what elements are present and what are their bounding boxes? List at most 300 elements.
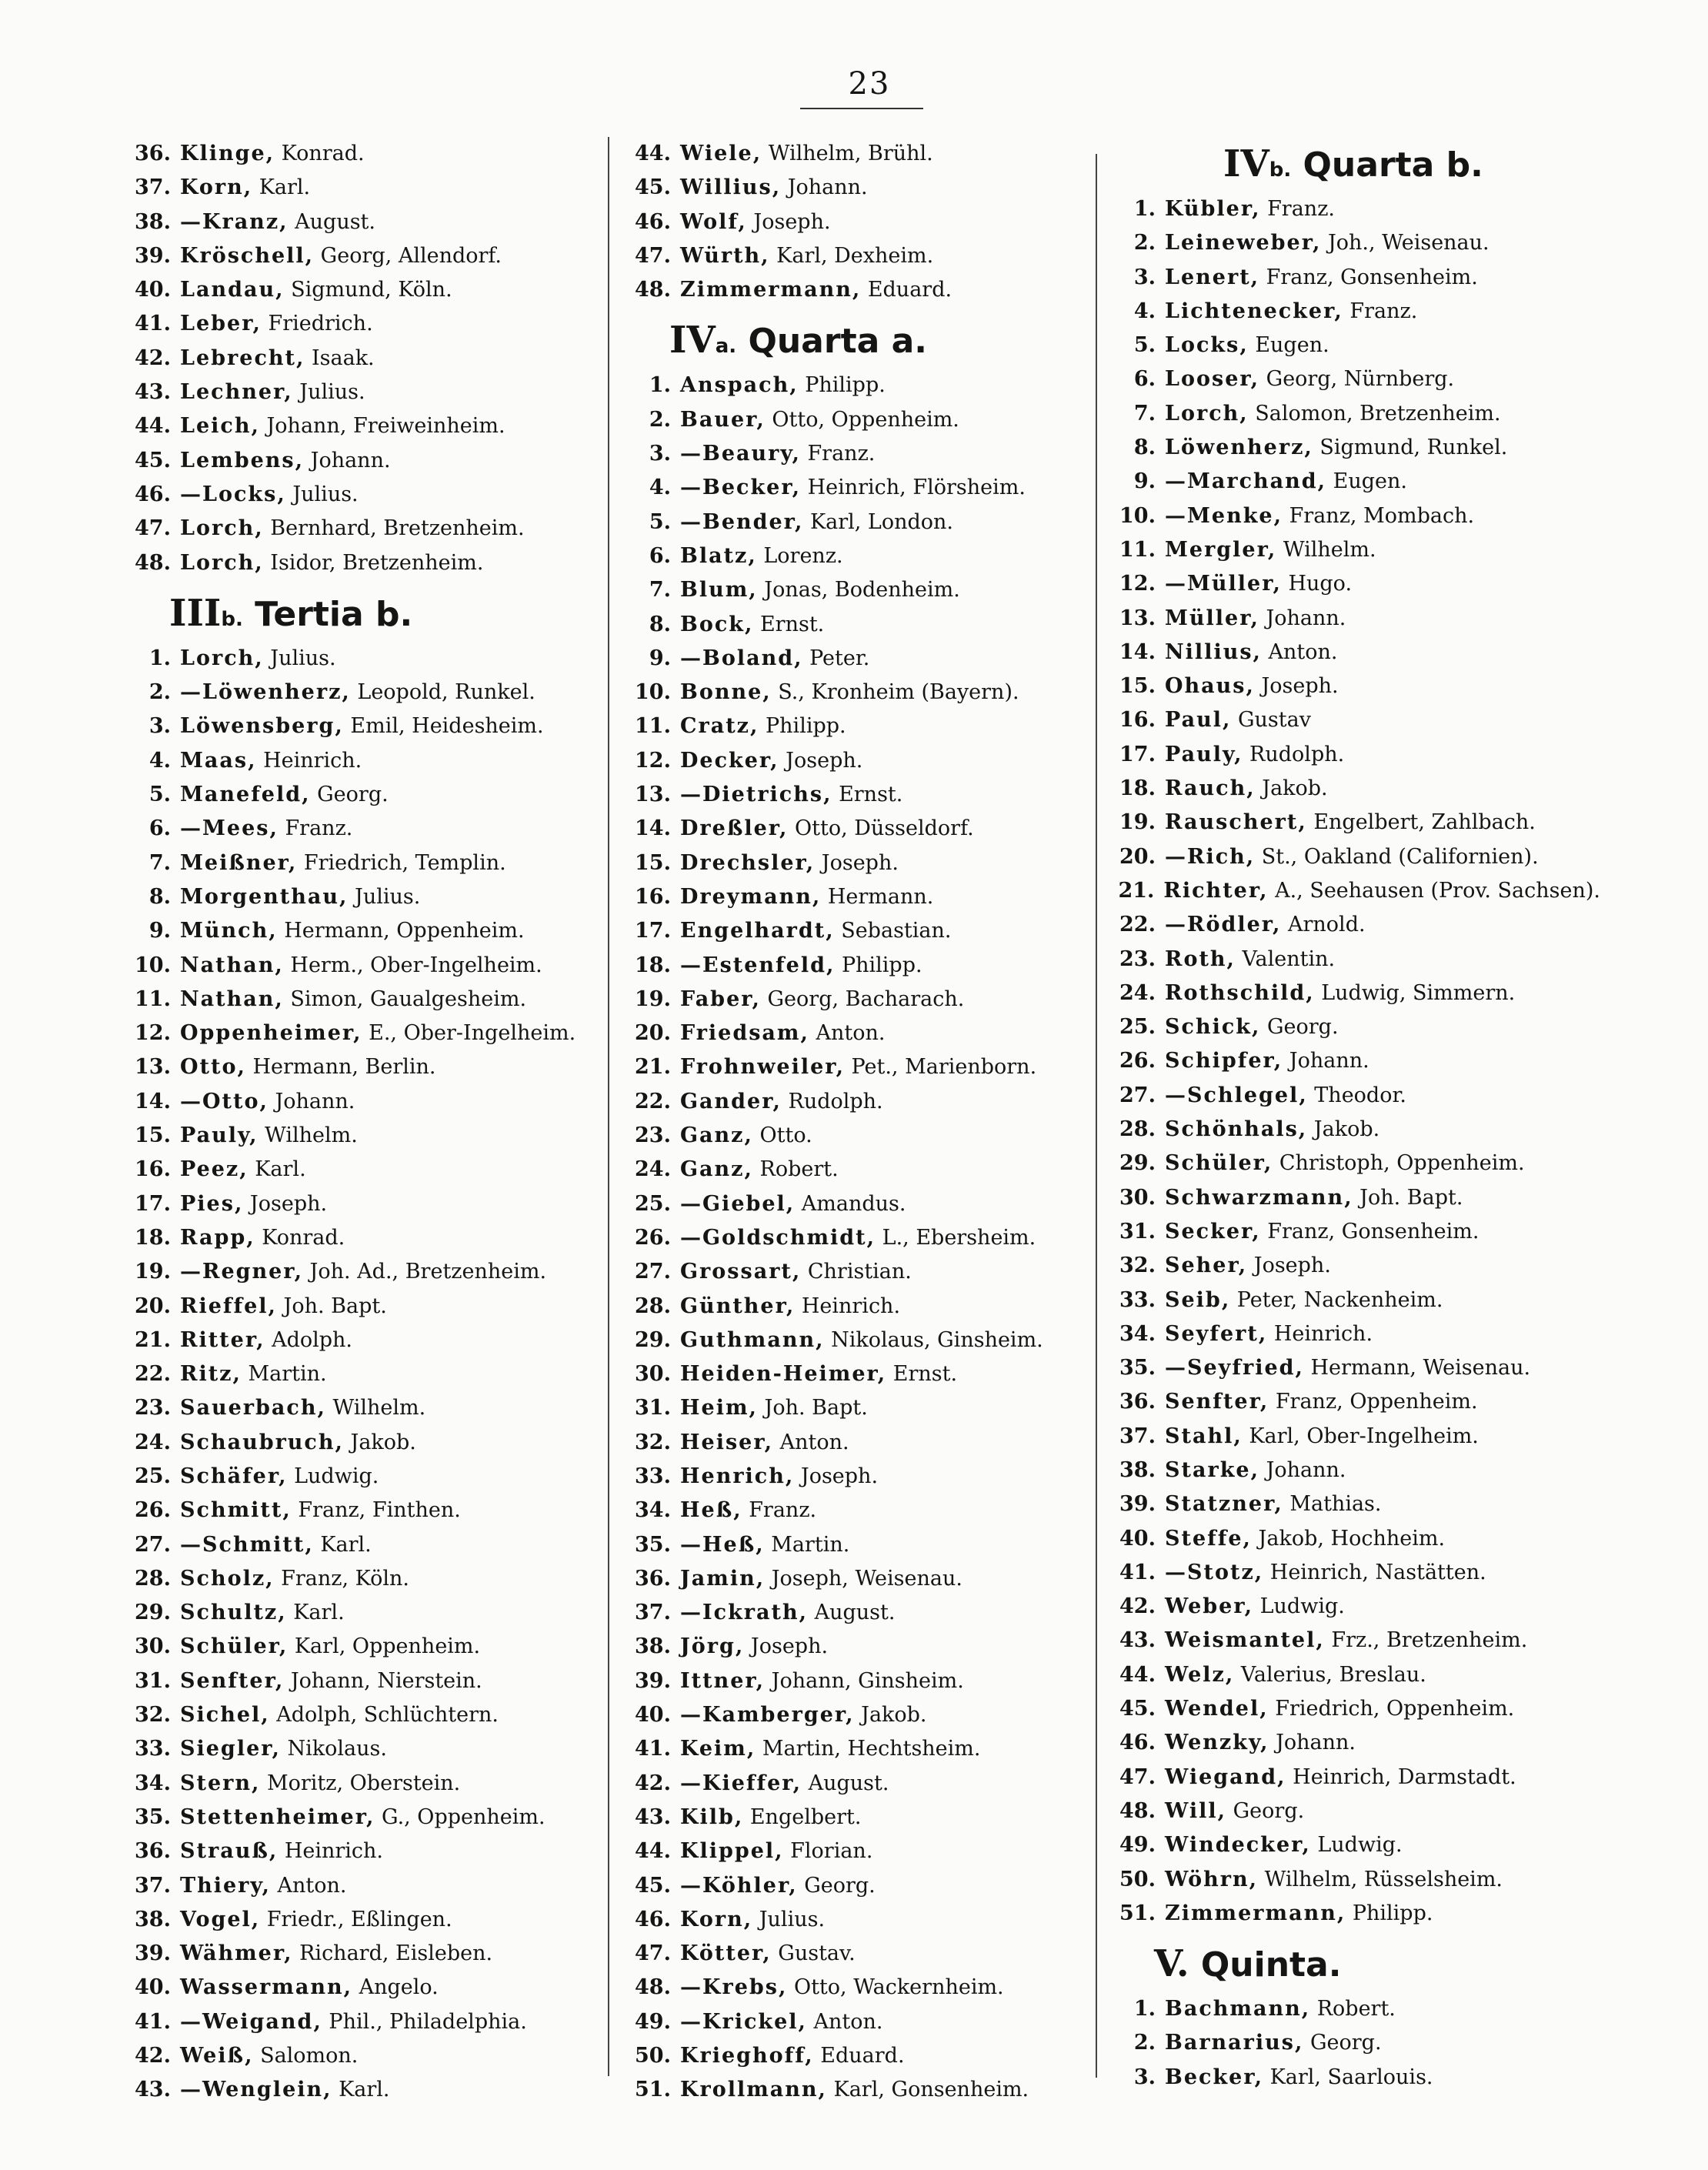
entry-surname: Wähmer, — [180, 1941, 293, 1966]
entry-number: 7. — [649, 578, 671, 603]
entry-surname: Seyfert, — [1165, 1321, 1268, 1346]
entry-details: Anton. — [1261, 639, 1338, 664]
list-item — [623, 205, 1085, 239]
entry-details: Anton. — [806, 2009, 883, 2034]
entry-number: 30. — [1119, 1185, 1156, 1210]
entry-details: Heinrich. — [256, 748, 362, 773]
entry-details: Franz, Finthen. — [291, 1498, 461, 1523]
entry-details: E., Ober-Ingelheim. — [362, 1021, 576, 1046]
list-item — [123, 1834, 600, 1868]
entry-surname: Kröschell, — [180, 243, 315, 268]
entry-number: 19. — [635, 987, 671, 1011]
entry-number: 45. — [1119, 1697, 1156, 1721]
entry-details: Ludwig. — [1253, 1594, 1345, 1619]
entry-surname: —Stotz, — [1165, 1560, 1264, 1584]
entry-surname: Rieffel, — [180, 1294, 277, 1318]
entry-details: Philipp. — [1346, 1901, 1433, 1925]
entry-number: 11. — [1119, 537, 1156, 562]
entry-number: 20. — [135, 1294, 171, 1318]
entry-number: 36. — [635, 1566, 671, 1591]
entry-details: Johann, Freiweinheim. — [259, 414, 505, 439]
entry-surname: Krollmann, — [680, 2078, 827, 2102]
section-heading — [123, 586, 600, 640]
entry-details: Amandus. — [795, 1191, 906, 1216]
entry-details: Jonas, Bodenheim. — [757, 578, 960, 603]
entry-number: 32. — [135, 1703, 171, 1728]
entry-number: 20. — [1119, 844, 1156, 869]
entry-details: Julius. — [348, 884, 421, 909]
entry-surname: Nathan, — [180, 953, 284, 977]
list-item — [123, 709, 600, 743]
list-item — [1108, 1249, 1600, 1283]
list-item — [1108, 1147, 1600, 1180]
entry-details: Philipp. — [798, 373, 886, 398]
entry-number: 3. — [148, 714, 171, 739]
entry-surname: Secker, — [1165, 1219, 1261, 1244]
entry-number: 35. — [1119, 1356, 1156, 1380]
list-item — [123, 914, 600, 948]
entry-surname: Paul, — [1165, 708, 1232, 733]
entry-surname: Stettenheimer, — [180, 1804, 375, 1829]
entry-details: Franz. — [1343, 299, 1418, 323]
entry-surname: —Bender, — [680, 509, 804, 534]
list-item — [1108, 738, 1600, 772]
entry-details: Phil., Philadelphia. — [322, 2009, 527, 2034]
list-item — [623, 1153, 1085, 1187]
entry-number: 34. — [135, 1771, 171, 1795]
entry-number: 42. — [1119, 1594, 1156, 1619]
list-item — [1108, 1726, 1600, 1760]
list-item — [123, 307, 600, 341]
entry-surname: Siegler, — [180, 1737, 281, 1761]
entry-surname: —Kranz, — [180, 209, 289, 234]
entry-surname: Blum, — [680, 578, 758, 603]
entry-surname: Lenert, — [1165, 265, 1260, 289]
entry-details: Ernst. — [832, 783, 903, 807]
entry-details: Georg, Bacharach. — [760, 987, 965, 1011]
section-roman-suffix: b. — [1269, 159, 1292, 182]
list-item — [623, 539, 1085, 573]
entry-number: 12. — [1119, 572, 1156, 596]
list-item — [623, 1630, 1085, 1664]
column-3 — [1108, 137, 1600, 2095]
list-item — [623, 880, 1085, 914]
entry-number: 18. — [1119, 776, 1156, 801]
entry-surname: Leineweber, — [1165, 231, 1322, 255]
entry-number: 30. — [635, 1362, 671, 1387]
entry-details: Joh. Bapt. — [757, 1396, 868, 1421]
list-item — [1108, 908, 1600, 942]
entry-details: Ludwig. — [287, 1464, 379, 1488]
entry-surname: Heiser, — [680, 1430, 773, 1454]
entry-number: 36. — [1119, 1390, 1156, 1414]
entry-details: Sebastian. — [834, 919, 952, 943]
list-item — [623, 608, 1085, 642]
entry-surname: Korn, — [680, 1907, 753, 1931]
list-item — [623, 1460, 1085, 1494]
entry-details: Joseph. — [744, 1634, 829, 1659]
section-heading — [1108, 137, 1600, 191]
list-item — [1108, 1420, 1600, 1454]
entry-details: Franz. — [278, 816, 353, 841]
entry-details: Joh. Bapt. — [1353, 1185, 1463, 1210]
list-item — [623, 1732, 1085, 1766]
list-item — [623, 1187, 1085, 1221]
entry-details: Johann. — [1259, 606, 1346, 630]
entry-details: Johann. — [1269, 1731, 1356, 1755]
entry-surname: Cratz, — [680, 714, 759, 739]
entry-number: 26. — [635, 1225, 671, 1250]
entry-surname: Blatz, — [680, 543, 757, 568]
list-item — [1108, 703, 1600, 737]
entry-details: Frz., Bretzenheim. — [1324, 1628, 1528, 1653]
entry-surname: Kübler, — [1165, 197, 1261, 221]
entry-number: 37. — [135, 1873, 171, 1898]
entry-number: 14. — [1119, 639, 1156, 664]
entry-details: Julius. — [292, 380, 365, 405]
list-item — [623, 1119, 1085, 1153]
entry-number: 1. — [1133, 197, 1156, 221]
entry-number: 46. — [1119, 1731, 1156, 1755]
entry-surname: Bauer, — [680, 407, 766, 432]
entry-number: 14. — [635, 816, 671, 841]
list-item — [623, 914, 1085, 948]
entry-surname: —Giebel, — [680, 1191, 796, 1216]
entry-surname: —Otto, — [180, 1089, 269, 1113]
entry-details: Christian. — [801, 1260, 912, 1284]
entry-details: Engelbert, Zahlbach. — [1306, 810, 1536, 835]
list-item — [623, 1903, 1085, 1937]
list-item — [623, 573, 1085, 607]
entry-number: 13. — [135, 1055, 171, 1080]
entry-details: Karl, Ober-Ingelheim. — [1242, 1424, 1479, 1448]
entry-details: Otto, Wackernheim. — [787, 1975, 1004, 2000]
entry-surname: Locks, — [1165, 333, 1249, 358]
entry-details: Gustav — [1231, 708, 1311, 733]
entry-number: 25. — [635, 1191, 671, 1216]
entry-details: Heinrich, Nastätten. — [1263, 1560, 1486, 1584]
entry-number: 40. — [635, 1703, 671, 1728]
list-item — [623, 1426, 1085, 1460]
entry-details: Nikolaus, Ginsheim. — [824, 1327, 1043, 1352]
entry-details: Arnold. — [1281, 913, 1366, 937]
section-roman: V. — [1154, 1942, 1189, 1986]
entry-number: 17. — [135, 1191, 171, 1216]
list-item — [1108, 1284, 1600, 1317]
page-number: 23 — [848, 66, 891, 102]
list-item — [1108, 976, 1600, 1010]
entry-surname: Ganz, — [680, 1157, 753, 1182]
entry-number: 29. — [1119, 1151, 1156, 1176]
entry-details: Friedrich, Oppenheim. — [1268, 1697, 1515, 1721]
entry-details: Ernst. — [753, 612, 825, 636]
entry-details: Mathias. — [1283, 1492, 1382, 1517]
list-item — [623, 1937, 1085, 1971]
entry-number: 7. — [148, 850, 171, 875]
entry-number: 37. — [1119, 1424, 1156, 1448]
list-item — [123, 1664, 600, 1698]
entry-details: Otto, Düsseldorf. — [788, 816, 974, 841]
entry-details: Heinrich, Darmstadt. — [1286, 1764, 1516, 1789]
entry-surname: —Ickrath, — [680, 1601, 808, 1625]
entry-details: Georg, Allendorf. — [314, 243, 502, 268]
entry-surname: Schwarzmann, — [1165, 1185, 1353, 1210]
list-item — [123, 642, 600, 676]
entry-surname: Pauly, — [180, 1123, 259, 1148]
entry-number: 36. — [135, 142, 171, 165]
list-item — [123, 1869, 600, 1903]
entry-details: Ludwig, Simmern. — [1314, 980, 1516, 1005]
entry-surname: Grossart, — [680, 1260, 802, 1284]
entry-details: Jakob. — [343, 1430, 416, 1454]
entry-number: 9. — [148, 919, 171, 943]
entry-details: Leopold, Runkel. — [350, 680, 535, 705]
entry-number: 21. — [635, 1055, 671, 1080]
entry-number: 44. — [1119, 1662, 1156, 1687]
list-item — [1108, 1897, 1600, 1931]
entry-number: 42. — [635, 1771, 671, 1795]
entry-number: 15. — [1119, 674, 1156, 699]
section-heading — [1108, 1937, 1600, 1991]
entry-details: Lorenz. — [756, 543, 843, 568]
entry-number: 37. — [135, 175, 171, 200]
entry-surname: Mergler, — [1165, 537, 1277, 562]
list-item — [1108, 1828, 1600, 1862]
entry-surname: Ritter, — [180, 1327, 265, 1352]
entry-surname: —Müller, — [1165, 572, 1282, 596]
entry-surname: Starke, — [1165, 1457, 1259, 1482]
column-divider — [1096, 154, 1097, 2078]
entry-details: Johann, Nierstein. — [284, 1668, 482, 1693]
entry-surname: —Goldschmidt, — [680, 1225, 876, 1250]
entry-surname: Ritz, — [180, 1362, 242, 1387]
list-item — [123, 409, 600, 443]
list-item — [123, 1562, 600, 1596]
entry-surname: Wenzky, — [1165, 1731, 1269, 1755]
entry-details: Emil, Heidesheim. — [343, 714, 544, 739]
list-item — [623, 1698, 1085, 1732]
entry-number: 18. — [635, 953, 671, 977]
entry-surname: Rapp, — [180, 1225, 255, 1250]
entry-number: 48. — [135, 550, 171, 575]
list-item — [1108, 1522, 1600, 1556]
entry-surname: Lorch, — [180, 646, 264, 670]
list-item — [123, 1426, 600, 1460]
list-item — [123, 342, 600, 376]
entry-surname: —Menke, — [1165, 503, 1283, 528]
entry-surname: Windecker, — [1165, 1833, 1311, 1858]
entry-details: Karl, Oppenheim. — [288, 1634, 481, 1659]
list-item — [623, 1494, 1085, 1527]
entry-details: G., Oppenheim. — [375, 1804, 545, 1829]
entry-number: 42. — [135, 2044, 171, 2068]
entry-details: Franz, Gonsenheim. — [1260, 1219, 1479, 1244]
entry-surname: —Schlegel, — [1165, 1083, 1308, 1107]
entry-surname: Zimmermann, — [1165, 1901, 1346, 1925]
entry-details: Philipp. — [759, 714, 846, 739]
entry-details: Joseph. — [746, 209, 831, 234]
list-item — [623, 983, 1085, 1017]
entry-surname: Barnarius, — [1165, 2031, 1304, 2055]
list-item — [623, 1528, 1085, 1562]
entry-details: Martin, Hechtsheim. — [756, 1737, 981, 1761]
column-divider — [608, 137, 609, 2076]
list-item — [123, 137, 600, 171]
entry-surname: Sauerbach, — [180, 1396, 326, 1421]
entry-details: Simon, Gaualgesheim. — [283, 987, 527, 1011]
entry-number: 22. — [135, 1362, 171, 1387]
entry-details: Franz, Oppenheim. — [1269, 1390, 1478, 1414]
entry-details: A., Seehausen (Prov. Sachsen). — [1268, 878, 1600, 903]
entry-details: August. — [808, 1601, 896, 1625]
entry-surname: —Kamberger, — [680, 1703, 855, 1728]
entry-details: Rudolph. — [1243, 742, 1345, 766]
entry-surname: Wassermann, — [180, 1975, 352, 2000]
entry-surname: —Rödler, — [1165, 913, 1282, 937]
list-item — [123, 2073, 600, 2107]
entry-details: Heinrich. — [278, 1839, 384, 1864]
entry-details: Hermann, Oppenheim. — [277, 919, 525, 943]
list-item — [123, 1630, 600, 1664]
entry-details: Philipp. — [835, 953, 922, 977]
entry-surname: Leich, — [180, 414, 260, 439]
list-item — [623, 642, 1085, 676]
entry-details: Joh., Weisenau. — [1321, 231, 1489, 255]
section-title: Quarta a. — [736, 322, 928, 362]
entry-number: 10. — [1119, 503, 1156, 528]
list-item — [623, 1017, 1085, 1050]
entry-details: Salomon. — [253, 2044, 359, 2068]
list-item — [1108, 840, 1600, 874]
list-item — [123, 1255, 600, 1289]
entry-details: Hugo. — [1281, 572, 1353, 596]
list-item — [623, 1664, 1085, 1698]
list-item — [1108, 192, 1600, 226]
list-item — [623, 471, 1085, 505]
entry-surname: Schipfer, — [1165, 1049, 1283, 1073]
entry-details: Eugen. — [1248, 333, 1329, 358]
entry-details: S., Kronheim (Bayern). — [771, 680, 1019, 705]
entry-number: 11. — [635, 714, 671, 739]
entry-surname: Pauly, — [1165, 742, 1243, 766]
entry-number: 34. — [635, 1498, 671, 1523]
entry-number: 13. — [1119, 606, 1156, 630]
entry-number: 44. — [635, 1839, 671, 1864]
section-roman: IV — [1223, 142, 1269, 185]
entry-number: 43. — [135, 380, 171, 405]
entry-details: Adolph. — [265, 1327, 352, 1352]
entry-details: Franz. — [1260, 197, 1336, 221]
entry-details: Karl, Dexheim. — [769, 243, 934, 268]
entry-details: Johann, Ginsheim. — [765, 1668, 964, 1693]
list-item — [623, 676, 1085, 709]
list-item — [623, 744, 1085, 778]
entry-surname: Oppenheimer, — [180, 1021, 362, 1046]
entry-details: Jakob. — [1307, 1117, 1380, 1142]
entry-surname: —Dietrichs, — [680, 783, 832, 807]
entry-details: Johann. — [268, 1089, 355, 1113]
entry-surname: Müller, — [1165, 606, 1259, 630]
entry-details: Heinrich, Flörsheim. — [801, 476, 1026, 500]
entry-surname: Rothschild, — [1165, 980, 1315, 1005]
entry-surname: —Kieffer, — [680, 1771, 802, 1795]
list-item — [123, 676, 600, 709]
entry-details: Eugen. — [1326, 469, 1408, 494]
entry-details: Hermann. — [821, 884, 934, 909]
list-item — [123, 1221, 600, 1255]
entry-surname: Lorch, — [1165, 401, 1249, 426]
entry-details: Eduard. — [861, 278, 952, 302]
list-item — [1108, 1317, 1600, 1351]
entry-surname: Schönhals, — [1165, 1117, 1308, 1142]
list-item — [123, 1937, 600, 1971]
list-item — [623, 506, 1085, 539]
list-item — [1108, 329, 1600, 362]
entry-surname: Lorch, — [180, 550, 264, 575]
entry-surname: Heim, — [680, 1396, 758, 1421]
list-item — [123, 778, 600, 812]
entry-number: 38. — [1119, 1457, 1156, 1482]
entry-details: Karl. — [248, 1157, 306, 1182]
list-item — [1108, 943, 1600, 976]
list-item — [623, 1869, 1085, 1903]
entry-surname: Günther, — [680, 1294, 796, 1318]
list-item — [123, 546, 600, 580]
entry-surname: —Estenfeld, — [680, 953, 836, 977]
entry-details: Konrad. — [275, 142, 365, 165]
entry-details: Anton. — [270, 1873, 347, 1898]
list-item — [123, 1732, 600, 1766]
entry-number: 23. — [635, 1123, 671, 1148]
entry-details: Wilhelm, Rüsselsheim. — [1258, 1867, 1503, 1891]
entry-number: 13. — [635, 783, 671, 807]
entry-surname: Heß, — [680, 1498, 742, 1523]
entry-surname: Seher, — [1165, 1254, 1248, 1278]
entry-details: Gustav. — [771, 1941, 856, 1966]
list-item — [623, 1767, 1085, 1801]
list-item — [623, 369, 1085, 402]
entry-surname: —Weigand, — [180, 2009, 322, 2034]
list-item — [1108, 1351, 1600, 1385]
entry-details: Angelo. — [352, 1975, 439, 2000]
entry-surname: Wendel, — [1165, 1697, 1269, 1721]
entry-surname: Sichel, — [180, 1703, 270, 1728]
entry-details: Valentin. — [1235, 946, 1336, 971]
entry-details: Johann. — [781, 175, 868, 200]
entry-details: Isaak. — [305, 346, 375, 370]
list-item — [123, 1460, 600, 1494]
entry-surname: Pies, — [180, 1191, 244, 1216]
entry-surname: —Heß, — [680, 1532, 765, 1557]
entry-number: 39. — [635, 1668, 671, 1693]
list-item — [123, 1324, 600, 1357]
list-item — [123, 273, 600, 307]
list-item — [123, 1767, 600, 1801]
entry-details: Karl, Gonsenheim. — [826, 2078, 1029, 2102]
list-item — [123, 2039, 600, 2073]
list-item — [123, 1528, 600, 1562]
entry-surname: Manefeld, — [180, 783, 311, 807]
entry-number: 40. — [135, 1975, 171, 2000]
entry-surname: Peez, — [180, 1157, 249, 1182]
entry-details: Konrad. — [255, 1225, 345, 1250]
entry-surname: Heiden-Heimer, — [680, 1362, 887, 1387]
entry-number: 38. — [635, 1634, 671, 1659]
entry-details: Friedr., Eßlingen. — [260, 1907, 452, 1931]
list-item — [123, 744, 600, 778]
entry-surname: Rauch, — [1165, 776, 1256, 801]
list-item — [123, 812, 600, 846]
